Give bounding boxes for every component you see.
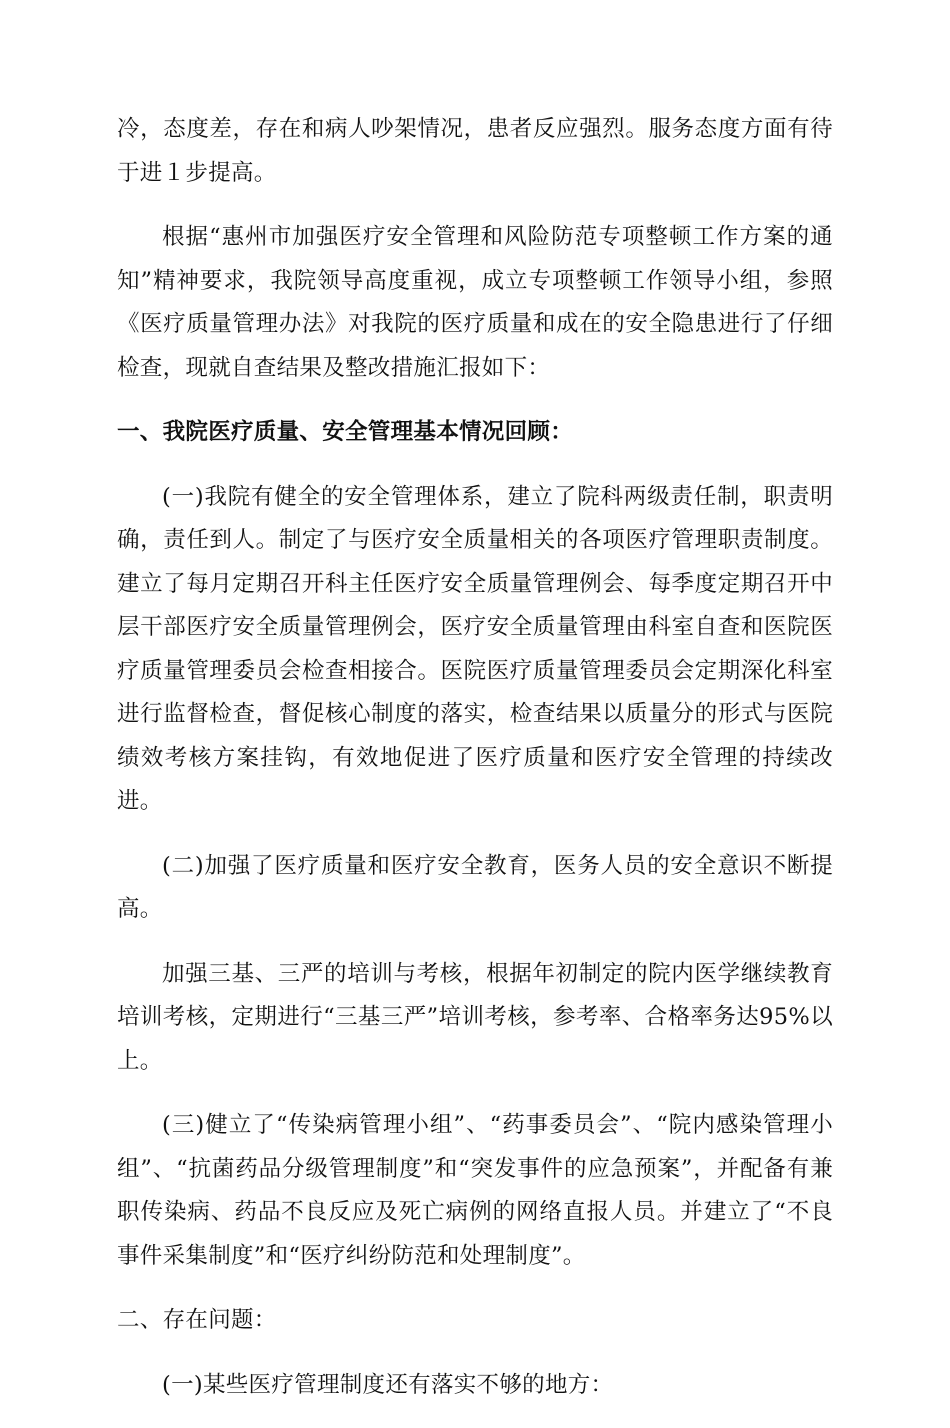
paragraph-problem-1: (一)某些医疗管理制度还有落实不够的地方：: [162, 1371, 614, 1398]
paragraph-introduction: 根据“惠州市加强医疗安全管理和风险防范专项整顿工作方案的通知”精神要求，我院领导高度重视，成立专项整顿工作领导小组，参照《医疗质量管理办法》对我院的医疗质量和成在的安全隐患进行了仔细检查，现就自查结果及整改措施汇报如下：: [117, 224, 833, 381]
section-heading-1: 一、我院医疗质量、安全管理基本情况回顾：: [117, 419, 574, 445]
document-body: [117, 108, 833, 1428]
paragraph-service-attitude: 冷，态度差，存在和病人吵架情况，患者反应强烈。服务态度方面有待于进１步提高。: [117, 116, 833, 186]
paragraph-safety-education: (二)加强了医疗质量和医疗安全教育，医务人员的安全意识不断提高。: [117, 852, 833, 922]
paragraph-committees: (三)健立了“传染病管理小组”、“药事委员会”、“院内感染管理小组”、“抗菌药品分级管理制度”和“突发事件的应急预案”，并配备有兼职传染病、药品不良反应及死亡病例的网络直报人员。并建立了“不良事件采集制度”和“医疗纠纷防范和处理制度”。: [117, 1112, 833, 1269]
paragraph-safety-system: (一)我院有健全的安全管理体系，建立了院科两级责任制，职责明确，责任到人。制定了与医疗安全质量相关的各项医疗管理职责制度。建立了每月定期召开科主任医疗安全质量管理例会、每季度定期召开中层干部医疗安全质量管理例会，医疗安全质量管理由科室自查和医院医疗质量管理委员会检查相接合。医院医疗质量管理委员会定期深化科室进行监督检查，督促核心制度的落实，检查结果以质量分的形式与医院绩效考核方案挂钩，有效地促进了医疗质量和医疗安全管理的持续改进。: [117, 483, 833, 814]
paragraph-training: 加强三基、三严的培训与考核，根据年初制定的院内医学继续教育培训考核，定期进行“三基三严”培训考核，参考率、合格率务达95%以上。: [117, 960, 833, 1074]
section-heading-2: 二、存在问题：: [117, 1307, 277, 1333]
